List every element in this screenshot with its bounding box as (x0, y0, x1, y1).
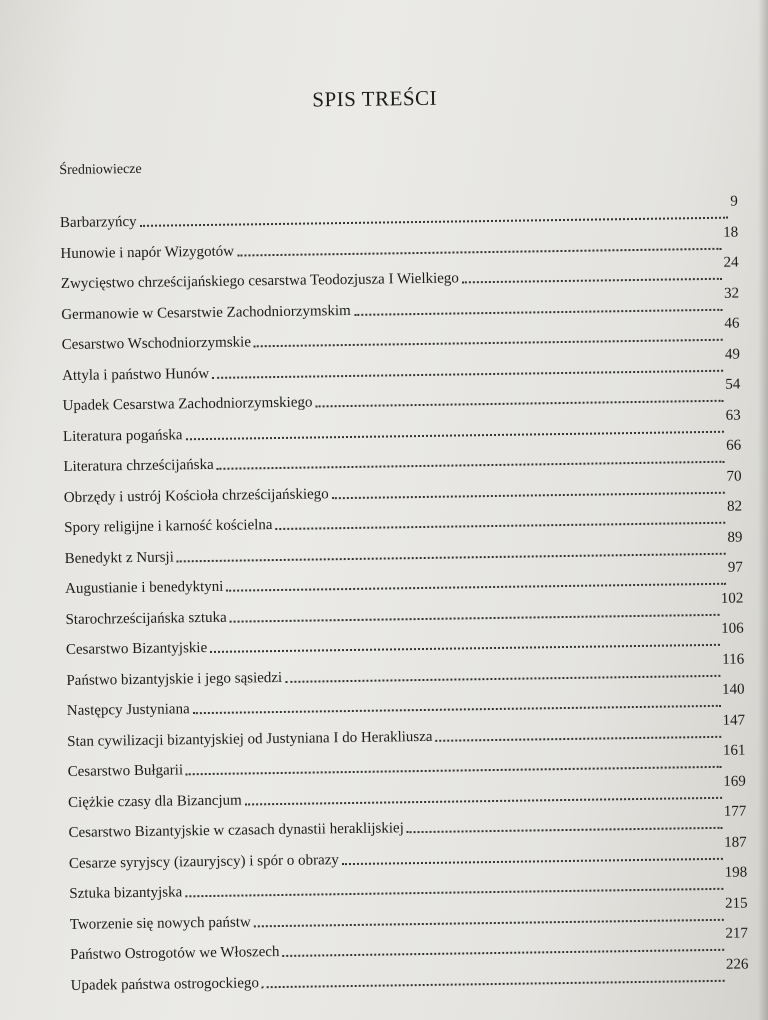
dot-leader (186, 429, 724, 440)
dot-leader (140, 216, 728, 227)
toc-entry-title: Barbarzyńcy (59, 213, 137, 232)
toc-entry-page-number: 32 (723, 285, 740, 302)
dot-leader (436, 734, 721, 741)
toc-entry (64, 498, 743, 537)
dot-leader (407, 826, 722, 833)
dot-leader (237, 246, 721, 256)
toc-entry-page-number: 82 (726, 498, 743, 515)
toc-entry-title: Tworzenie się nowych państw (69, 913, 251, 933)
toc-entry (70, 955, 749, 994)
toc-entry (65, 590, 744, 628)
dot-leader (217, 460, 725, 470)
toc-entry-title: Starochrześcijańska sztuka (65, 609, 227, 628)
dot-leader (315, 399, 723, 408)
toc-entry-page-number: 70 (726, 468, 742, 485)
toc-entry-title: Obrzędy i ustrój Kościoła chrześcijańskiego (63, 485, 329, 506)
toc-entry-page-number: 89 (727, 529, 743, 546)
toc-entry-page-number: 102 (720, 590, 744, 607)
toc-entry (68, 803, 747, 841)
toc-entry-title: Cesarstwo Bułgarii (67, 762, 184, 780)
toc-entry-title: Ciężkie czasy dla Bizancjum (67, 792, 242, 811)
dot-leader (212, 368, 723, 378)
toc-entry-title: Następcy Justyniana (66, 701, 190, 719)
toc-entry (62, 376, 741, 415)
toc-entry-title: Attyla i państwo Hunów (62, 365, 210, 384)
toc-entry (63, 468, 742, 506)
toc-entry-page-number: 215 (724, 894, 748, 912)
toc-entry-title: Benedykt z Nursji (64, 548, 174, 567)
toc-entry-title: Państwo Ostrogotów we Włoszech (70, 944, 280, 963)
toc-entry-title: Sztuka bizantyjska (69, 884, 183, 902)
toc-entry-page-number: 49 (724, 346, 741, 363)
dot-leader (462, 277, 722, 284)
toc-entry-title: Literatura chrześcijańska (63, 456, 214, 475)
toc-entry-title: Hunowie i napór Wizygotów (60, 243, 235, 262)
toc-entry-title: Germanowie w Cesarstwie Zachodniorzymskim (61, 302, 351, 323)
dot-leader (186, 765, 721, 775)
dot-leader (285, 673, 720, 682)
dot-leader (210, 643, 719, 653)
dot-leader (230, 612, 719, 622)
toc-entry-page-number: 106 (721, 620, 744, 637)
toc-entry (62, 346, 741, 384)
toc-entry-page-number: 54 (725, 376, 741, 393)
page-title: SPIS TREŚCI (312, 85, 438, 112)
toc-entry-title: Cesarstwo Wschodniorzymskie (61, 334, 252, 354)
toc-entry (68, 833, 747, 872)
toc-entry-page-number: 116 (722, 651, 745, 668)
toc-entry (66, 681, 745, 720)
page-edge-shadow (758, 0, 768, 1020)
dot-leader (276, 521, 726, 530)
toc-entry-title: Augustianie i benedyktyni (64, 578, 224, 597)
toc-entry (62, 407, 741, 445)
toc-entry (66, 651, 745, 689)
toc-entry-page-number: 140 (721, 681, 745, 698)
toc-entry (69, 894, 748, 933)
dot-leader (332, 490, 725, 498)
dot-leader (177, 551, 726, 562)
toc-entry-page-number: 187 (724, 833, 747, 851)
toc-entry (60, 224, 739, 262)
toc-entry-page-number: 177 (723, 803, 747, 820)
toc-entry (64, 529, 743, 567)
toc-entry-page-number: 18 (723, 224, 739, 241)
toc-entry (60, 254, 739, 293)
toc-entry-page-number: 161 (722, 742, 746, 759)
toc-entry-page-number: 46 (724, 315, 740, 332)
toc-entry-title: Literatura pogańska (62, 426, 183, 445)
toc-entry (65, 620, 744, 659)
toc-entry-page-number: 226 (725, 955, 749, 973)
toc-entry-page-number: 24 (723, 254, 739, 271)
dot-leader (254, 917, 724, 927)
toc-entry (63, 437, 742, 476)
toc-entry-page-number: 169 (723, 772, 746, 790)
dot-leader (342, 856, 723, 864)
toc-entry-page-number: 217 (725, 925, 749, 942)
dot-leader (193, 704, 721, 714)
toc-entry (70, 925, 749, 963)
toc-entry-title: Upadek państwa ostrogockiego (70, 974, 260, 994)
toc-entry-page-number: 9 (730, 193, 738, 210)
toc-entry-title: Stan cywilizacji bizantyjskiej od Justyniana I do Herakliusza (67, 728, 433, 750)
toc-entry (69, 864, 748, 902)
toc-entry-title: Spory religijne i karność kościelna (64, 517, 273, 536)
toc-entry (67, 772, 746, 811)
section-heading: Średniowiecze (59, 161, 142, 179)
toc-entry-page-number: 198 (724, 864, 748, 881)
dot-leader (185, 887, 723, 898)
toc-entry-page-number: 63 (725, 407, 741, 424)
toc-entry (61, 285, 740, 323)
toc-entry-title: Cesarze syryjscy (izauryjscy) i spór o obrazy (68, 851, 339, 872)
dot-leader (226, 582, 726, 592)
dot-leader (283, 948, 724, 957)
dot-leader (354, 307, 722, 315)
toc-entry (61, 315, 740, 354)
toc-entry (59, 193, 738, 232)
dot-leader (262, 978, 724, 987)
toc-entry-title: Cesarstwo Bizantyjskie (65, 640, 208, 658)
toc-entry (67, 742, 746, 780)
toc-entry-title: Upadek Cesarstwa Zachodniorzymskiego (62, 394, 313, 414)
toc-entry-page-number: 66 (726, 437, 742, 454)
toc-entry-page-number: 147 (722, 711, 746, 729)
dot-leader (254, 338, 723, 348)
toc-entry (67, 711, 746, 750)
dot-leader (245, 795, 722, 805)
toc-entry (64, 559, 743, 598)
toc-entry-title: Państwo bizantyjskie i jego sąsiedzi (66, 669, 283, 689)
toc-entry-page-number: 97 (727, 559, 743, 576)
toc-entry-title: Cesarstwo Bizantyjskie w czasach dynastii heraklijskiej (68, 820, 404, 841)
toc-entry-title: Zwycięstwo chrześcijańskiego cesarstwa Teodozjusza I Wielkiego (60, 270, 459, 293)
